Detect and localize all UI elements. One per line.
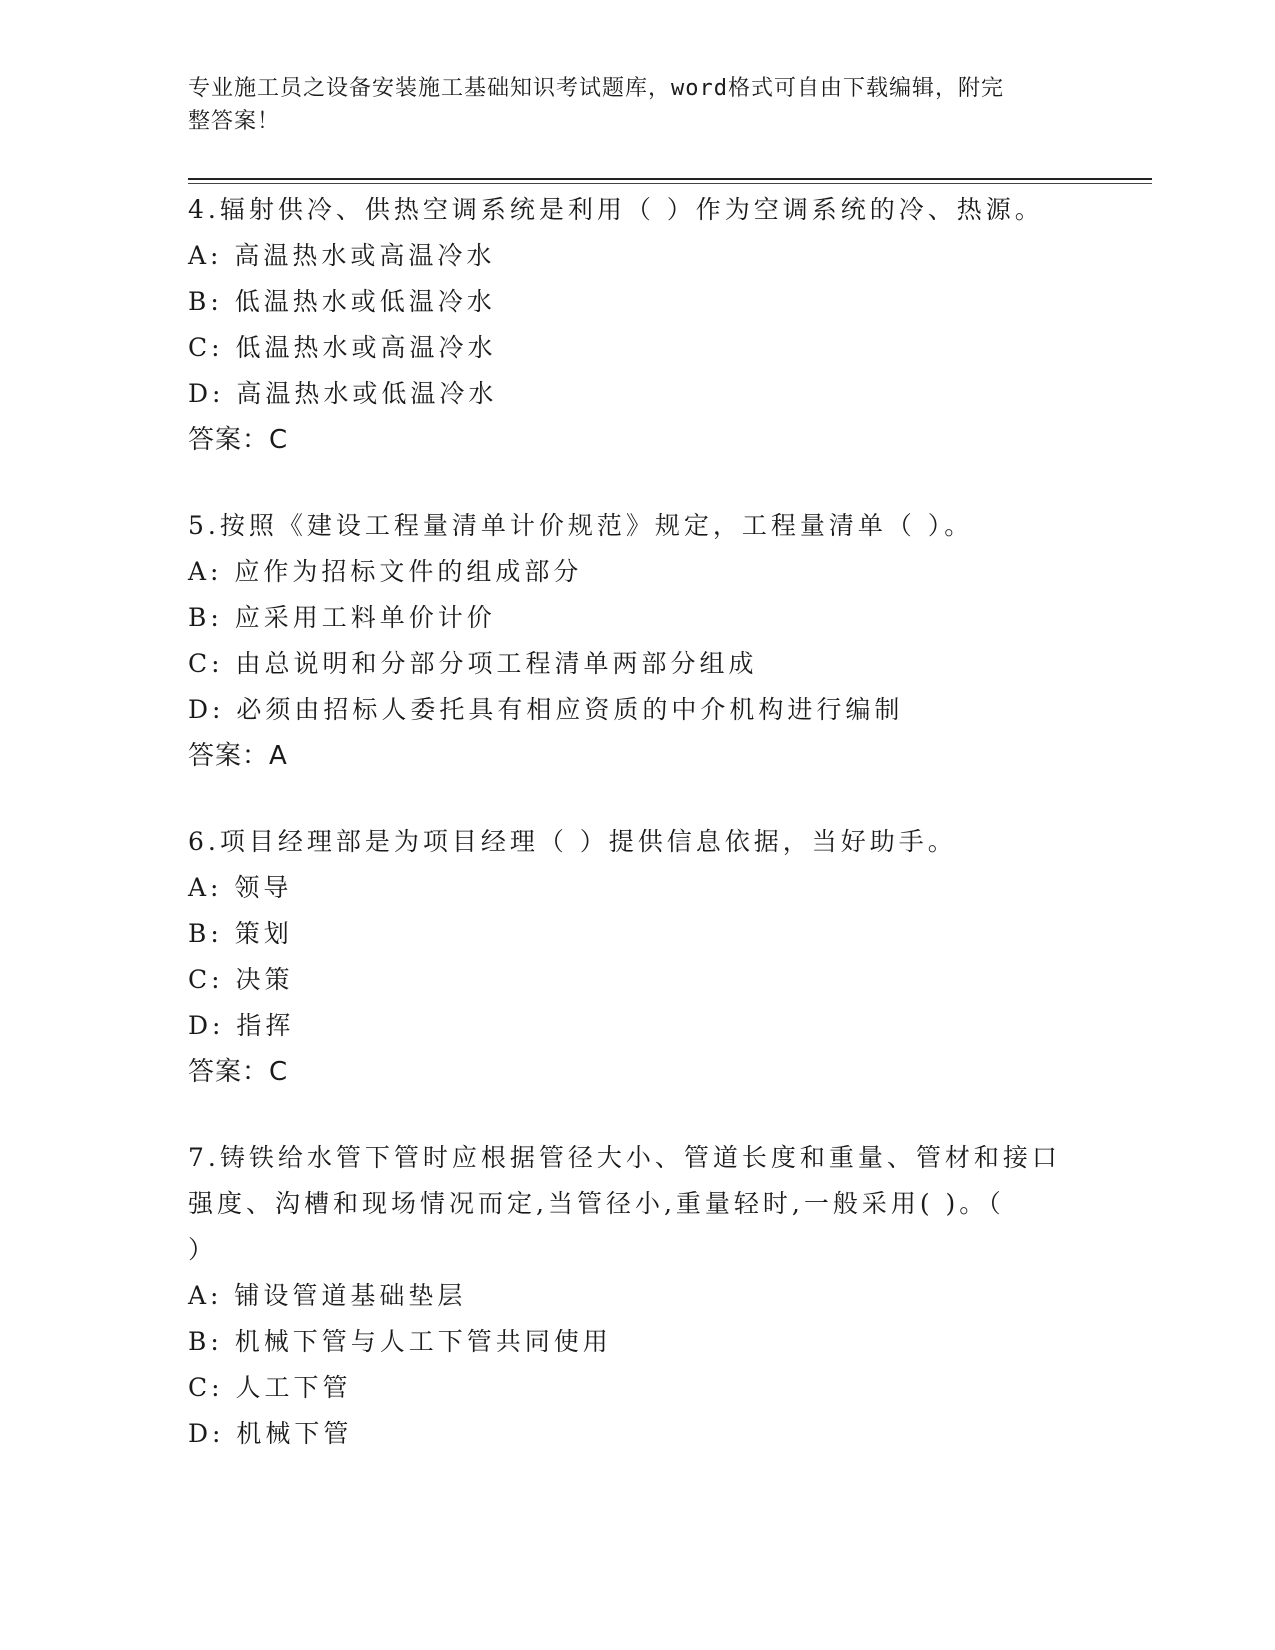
option-c: C: 低温热水或高温冷水 (188, 333, 497, 362)
question-5 (188, 503, 1068, 779)
header-line-1: 专业施工员之设备安装施工基础知识考试题库，word格式可自由下载编辑，附完 (188, 76, 1004, 101)
question-stem: 5.按照《建设工程量清单计价规范》规定，工程量清单（ ）。 (188, 511, 974, 540)
option-b: B: 策划 (188, 919, 293, 948)
option-a: A: 高温热水或高温冷水 (188, 241, 496, 270)
question-stem: 4.辐射供冷、供热空调系统是利用（ ）作为空调系统的冷、热源。 (188, 195, 1044, 224)
option-d: D: 必须由招标人委托具有相应资质的中介机构进行编制 (188, 695, 904, 724)
question-spacer (188, 463, 1068, 503)
option-b: B: 机械下管与人工下管共同使用 (188, 1327, 612, 1356)
header-divider-thick (188, 178, 1152, 180)
question-stem-line-3: ） (188, 1235, 218, 1264)
header-divider-thin (188, 183, 1152, 184)
option-c: C: 由总说明和分部分项工程清单两部分组成 (188, 649, 758, 678)
option-d: D: 指挥 (188, 1011, 295, 1040)
answer-label: 答案：C (188, 1057, 289, 1087)
option-c: C: 人工下管 (188, 1373, 352, 1402)
option-b: B: 应采用工料单价计价 (188, 603, 496, 632)
question-stem-line-2: 强度、沟槽和现场情况而定,当管径小,重量轻时,一般采用( )。（ (188, 1189, 1005, 1218)
option-b: B: 低温热水或低温冷水 (188, 287, 496, 316)
question-7 (188, 1135, 1068, 1457)
question-list (188, 187, 1068, 1457)
question-spacer (188, 1095, 1068, 1135)
question-spacer (188, 779, 1068, 819)
option-d: D: 机械下管 (188, 1419, 353, 1448)
option-d: D: 高温热水或低温冷水 (188, 379, 498, 408)
option-a: A: 铺设管道基础垫层 (188, 1281, 467, 1310)
question-stem-line-1: 7.铸铁给水管下管时应根据管径大小、管道长度和重量、管材和接口 (188, 1143, 1061, 1172)
option-a: A: 领导 (188, 873, 293, 902)
answer-label: 答案：C (188, 425, 289, 455)
question-6 (188, 819, 1068, 1095)
header-line-2: 整答案！ (188, 109, 281, 134)
option-a: A: 应作为招标文件的组成部分 (188, 557, 583, 586)
answer-label: 答案：A (188, 741, 288, 771)
question-4 (188, 187, 1068, 463)
document-header (188, 72, 1068, 138)
option-c: C: 决策 (188, 965, 294, 994)
question-stem: 6.项目经理部是为项目经理（ ）提供信息依据，当好助手。 (188, 827, 957, 856)
